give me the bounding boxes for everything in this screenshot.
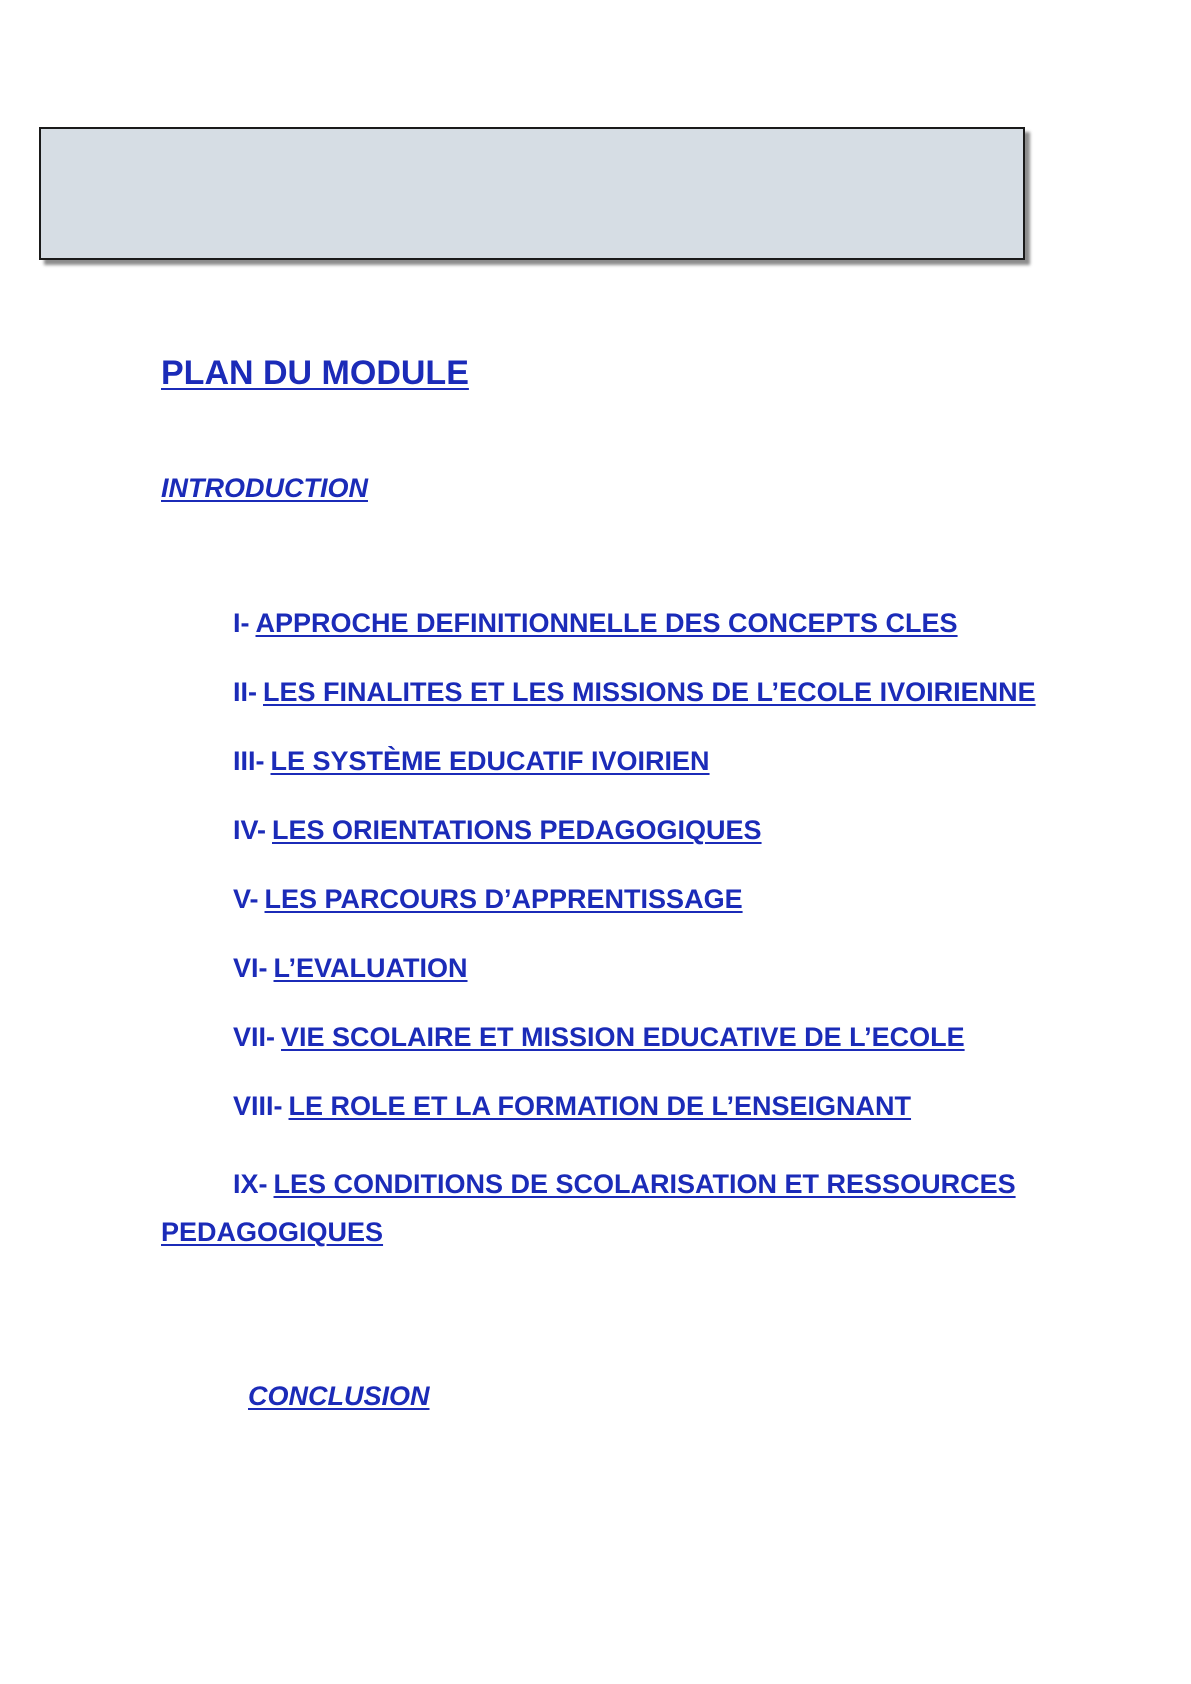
toc-item-link[interactable]: APPROCHE DEFINITIONNELLE DES CONCEPTS CLES	[255, 608, 958, 638]
toc-item-link[interactable]: VIE SCOLAIRE ET MISSION EDUCATIVE DE L’ECOLE	[281, 1022, 965, 1052]
toc-item-number: IX-	[233, 1169, 268, 1199]
toc-item-link[interactable]: L’EVALUATION	[273, 953, 468, 983]
toc-item-link[interactable]: LES CONDITIONS DE SCOLARISATION ET RESSOURCES PEDAGOGIQUES	[161, 1169, 1016, 1247]
toc-item-4[interactable]	[233, 814, 762, 846]
toc-item-number: VII-	[233, 1022, 276, 1052]
toc-conclusion-link[interactable]: CONCLUSION	[248, 1381, 430, 1411]
toc-introduction-link[interactable]: INTRODUCTION	[161, 473, 368, 503]
toc-item-link[interactable]: LES ORIENTATIONS PEDAGOGIQUES	[272, 815, 762, 845]
toc-item-2[interactable]	[233, 676, 1036, 708]
toc-item-number: VI-	[233, 953, 268, 983]
toc-item-number: III-	[233, 746, 265, 776]
toc-item-number: II-	[233, 677, 257, 707]
plan-title[interactable]: PLAN DU MODULE	[161, 354, 469, 392]
toc-item-1[interactable]	[233, 607, 958, 639]
toc-item-6[interactable]	[233, 952, 468, 984]
toc-item-link[interactable]: LES FINALITES ET LES MISSIONS DE L’ECOLE IVOIRIENNE	[263, 677, 1036, 707]
toc-item-9[interactable]	[161, 1160, 1061, 1256]
toc-item-number: V-	[233, 884, 259, 914]
toc-item-5[interactable]	[233, 883, 743, 915]
toc-item-3[interactable]	[233, 745, 710, 777]
header-box	[39, 127, 1025, 260]
toc-item-link[interactable]: LES PARCOURS D’APPRENTISSAGE	[264, 884, 743, 914]
toc-item-link[interactable]: LE ROLE ET LA FORMATION DE L’ENSEIGNANT	[288, 1091, 912, 1121]
toc-item-number: VIII-	[233, 1091, 283, 1121]
toc-item-link[interactable]: LE SYSTÈME EDUCATIF IVOIRIEN	[270, 746, 710, 776]
toc-item-7[interactable]	[233, 1021, 965, 1053]
toc-item-number: I-	[233, 608, 250, 638]
toc-item-8[interactable]	[233, 1090, 911, 1122]
toc-item-number: IV-	[233, 815, 267, 845]
